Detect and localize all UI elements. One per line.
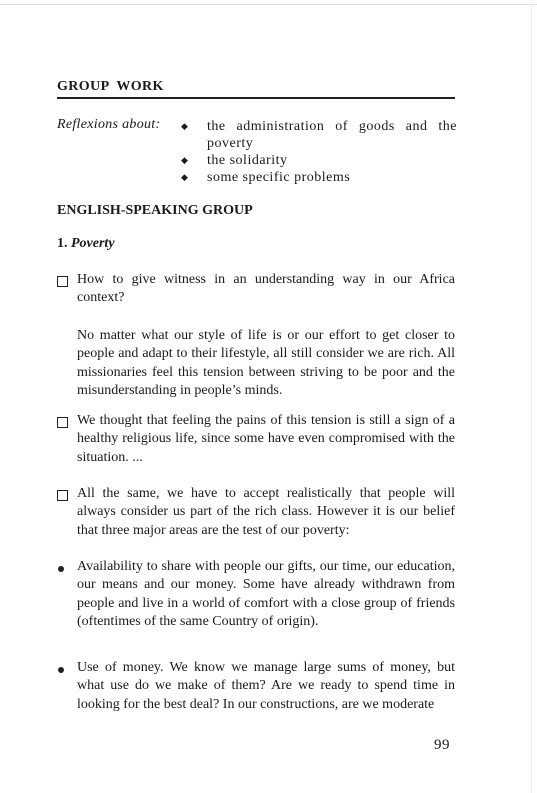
page-right-edge — [531, 4, 532, 793]
section-number: 1. — [57, 236, 68, 251]
round-bullet-icon — [58, 667, 64, 673]
group-work-heading: GROUP WORK — [57, 79, 164, 94]
round-bullet-icon — [58, 566, 64, 572]
section-name: Poverty — [71, 236, 115, 251]
page-number: 99 — [434, 737, 450, 753]
reflexion-item-problems: some specific problems — [207, 170, 351, 185]
reflexions-label: Reflexions about: — [57, 117, 161, 132]
reflexion-item-solidarity: the solidarity — [207, 153, 288, 168]
reflexion-item-administration: the administration of goods and the poverty — [207, 119, 457, 151]
heading-underline — [57, 97, 455, 99]
paragraph-style-of-life: No matter what our style of life is or our effort to get closer to people and adapt to their lifestyle, all still consider we are rich. All missionaries feel this tension between striving to be poor and the misunderstanding in people’s minds. — [77, 328, 455, 399]
english-speaking-group-heading: ENGLISH-SPEAKING GROUP — [57, 203, 253, 218]
diamond-bullet-icon: ◆ — [181, 172, 188, 182]
paragraph-witness-question: How to give witness in an understanding way in our Africa context? — [77, 272, 455, 306]
checkbox-bullet-icon — [57, 276, 68, 287]
diamond-bullet-icon: ◆ — [181, 155, 188, 165]
paragraph-rich-class: All the same, we have to accept realistically that people will always consider us part of the rich class. However it is our belief that three major areas are the test of our poverty: — [77, 486, 455, 538]
section-heading — [57, 236, 115, 252]
checkbox-bullet-icon — [57, 490, 68, 501]
paragraph-tension: We thought that feeling the pains of this tension is still a sign of a healthy religious life, since some have even compromised with the situation. ... — [77, 413, 455, 465]
paragraph-use-of-money: Use of money. We know we manage large sums of money, but what use do we make of them? Are we ready to spend time in looking for the best deal? In our constructions, are we moderate — [77, 660, 455, 712]
paragraph-availability: Availability to share with people our gifts, our time, our education, our means and our money. Some have already withdrawn from people and live in a world of comfort with a close group of friends (oftentimes of the same Country of origin). — [77, 559, 455, 630]
page-top-edge — [0, 4, 537, 5]
checkbox-bullet-icon — [57, 417, 68, 428]
diamond-bullet-icon: ◆ — [181, 121, 188, 131]
